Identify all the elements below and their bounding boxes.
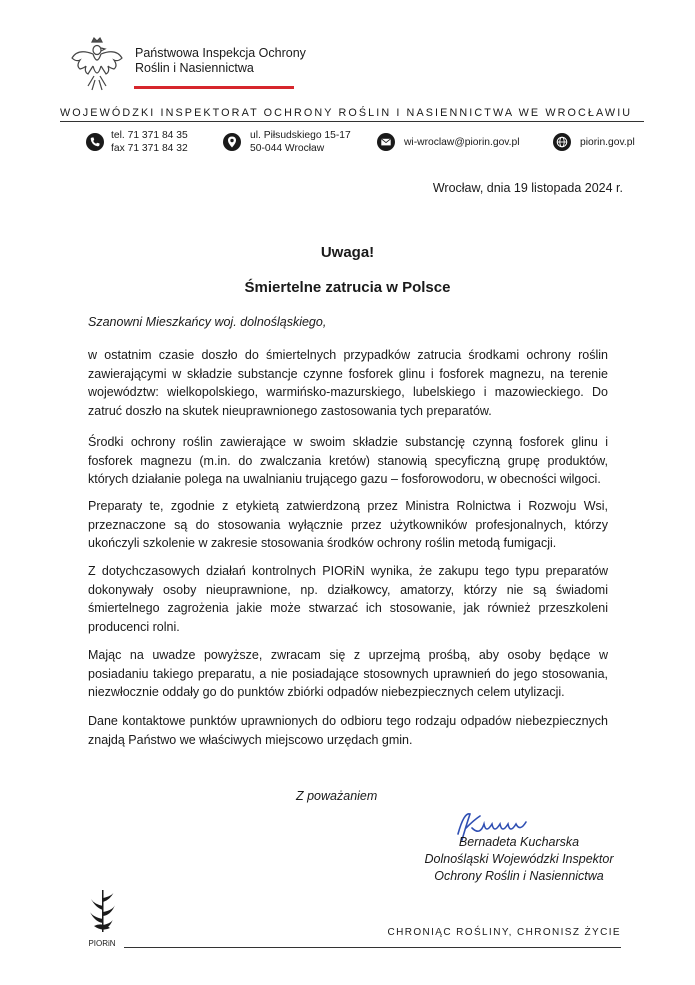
phone-icon xyxy=(86,133,104,151)
street-address: ul. Piłsudskiego 15-17 xyxy=(250,130,351,141)
header-divider xyxy=(60,121,644,122)
signer-name: Bernadeta Kucharska xyxy=(458,835,580,849)
signer-title-line2: Ochrony Roślin i Nasiennictwa xyxy=(434,869,604,883)
org-name-line2: Roślin i Nasiennictwa xyxy=(135,61,254,75)
paragraph-5: Mając na uwadze powyższe, zwracam się z uprzejmą prośbą, aby osoby będące w posiadaniu takiego preparatu, a nie posiadające stosownych uprawnień do jego stosowania, niezwłocznie oddały go do punktów zbiórki odpadów niebezpiecznych celem utylizacji. xyxy=(88,648,608,700)
email-address[interactable]: wi-wroclaw@piorin.gov.pl xyxy=(404,137,520,148)
paragraph-4: Z dotychczasowych działań kontrolnych PIORiN wynika, że zakupu tego typu preparatów dokonywały osoby nieuprawnione, np. działkowcy, amatorzy, którzy nie są świadomi śmiertelnego zagrożenia jakie może stwarzać ich stosowanie, jak również przeszkoleni producenci rolni. xyxy=(88,564,608,634)
accent-red-line xyxy=(134,86,294,89)
letter-subtitle: Śmiertelne zatrucia w Polsce xyxy=(244,279,451,296)
fax-number: fax 71 371 84 32 xyxy=(111,143,188,154)
org-name-line1: Państwowa Inspekcja Ochrony xyxy=(135,46,306,60)
location-pin-icon xyxy=(223,133,241,151)
closing-phrase: Z poważaniem xyxy=(296,789,378,803)
city-address: 50-044 Wrocław xyxy=(250,143,325,154)
phone-number: tel. 71 371 84 35 xyxy=(111,130,188,141)
letter-greeting: Szanowni Mieszkańcy woj. dolnośląskiego, xyxy=(88,315,327,329)
piorin-logo xyxy=(82,888,122,950)
email-icon xyxy=(377,133,395,151)
signature-block xyxy=(410,834,628,885)
contact-address xyxy=(250,129,351,155)
footer-divider xyxy=(124,947,621,948)
paragraph-2: Środki ochrony roślin zawierające w swoim składzie substancję czynną fosforek glinu i fosforek magnezu (m.in. do zwalczania kretów) stanowią specyficzną grupę produktów, których działanie polega na uwalnianiu trującego gazu – fosforowodoru, w obecności wilgoci. xyxy=(88,435,608,487)
inspectorate-name: WOJEWÓDZKI INSPEKTORAT OCHRONY ROŚLIN I NASIENNICTWA WE WROCŁAWIU xyxy=(60,107,633,119)
organization-name xyxy=(135,46,306,76)
web-globe-icon xyxy=(553,133,571,151)
signer-title-line1: Dolnośląski Wojewódzki Inspektor xyxy=(424,852,614,866)
paragraph-1: w ostatnim czasie doszło do śmiertelnych przypadków zatrucia środkami ochrony roślin zawierającymi w składzie substancje czynne fosforek glinu i fosforek magnezu, na terenie województw: wielkopolskiego, warmińsko-mazurskiego, lubelskiego i mazowieckiego. Do zatruć doszło na skutek nieuprawnionego zastosowania tych preparatów. xyxy=(88,348,608,418)
paragraph-3: Preparaty te, zgodnie z etykietą zatwierdzoną przez Ministra Rolnictwa i Rozwoju Wsi, przeznaczone są do stosowania wyłącznie przez użytkowników profesjonalnych, którzy ukończyli szkolenie w zakresie stosowania środków ochrony roślin metodą fumigacji. xyxy=(88,499,608,551)
eagle-emblem-icon xyxy=(70,36,124,94)
footer-motto: CHRONIĄC ROŚLINY, CHRONISZ ŻYCIE xyxy=(387,927,621,938)
website-address[interactable]: piorin.gov.pl xyxy=(580,137,635,148)
letter-date: Wrocław, dnia 19 listopada 2024 r. xyxy=(432,181,623,195)
logo-text: PIORiN xyxy=(88,939,116,948)
paragraph-6: Dane kontaktowe punktów uprawnionych do odbioru tego rodzaju odpadów niebezpiecznych znajdą Państwo we właściwych miejscowo urzędach gmin. xyxy=(88,714,608,747)
contact-phones xyxy=(111,129,188,155)
letter-title: Uwaga! xyxy=(320,244,375,261)
